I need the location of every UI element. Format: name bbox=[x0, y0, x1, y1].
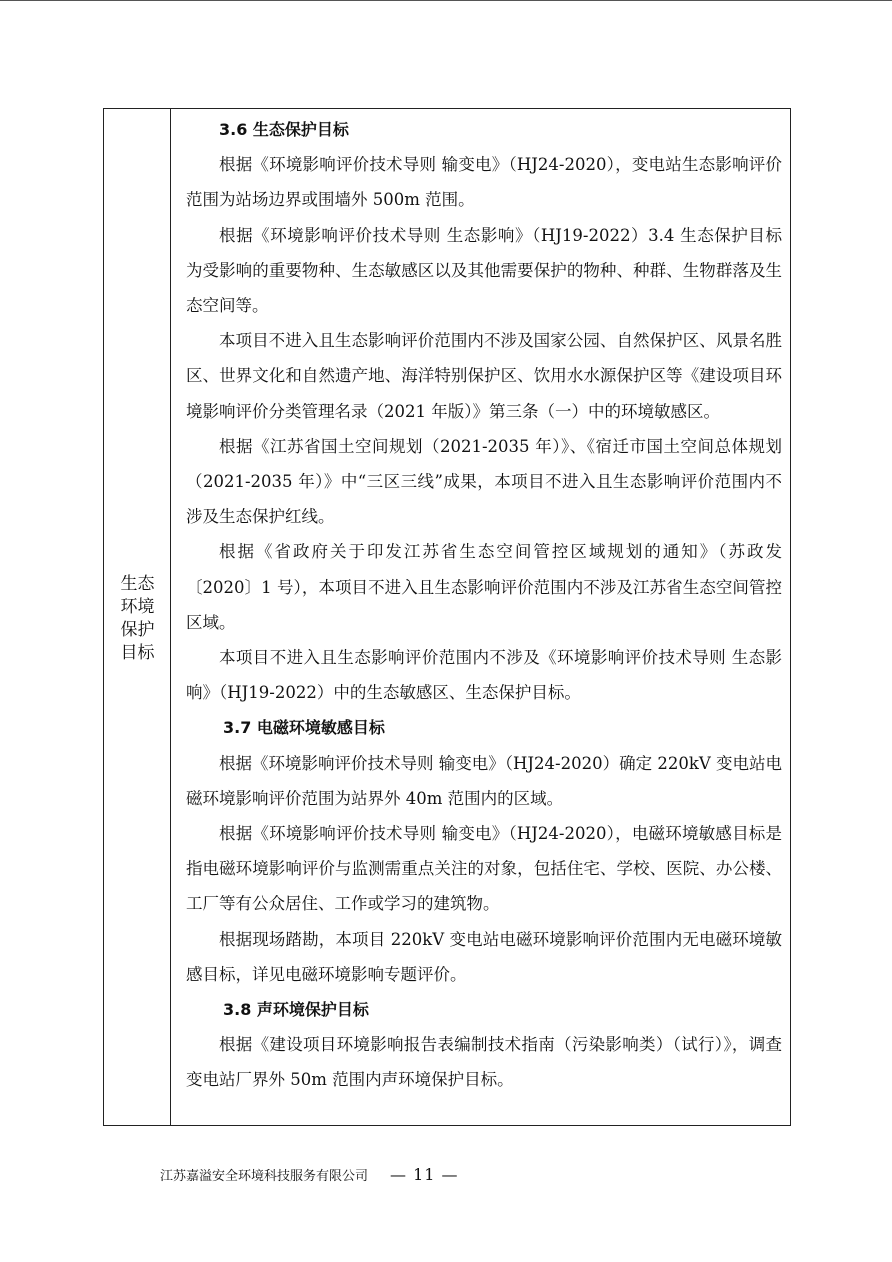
section-heading-3-8: 3.8 声环境保护目标 bbox=[223, 1000, 369, 1020]
row-label-line: 目标 bbox=[120, 643, 155, 663]
paragraph: 根据现场踏勘，本项目 220kV 变电站电磁环境影响评价范围内无电磁环境敏感目标，详见电磁环境影响专题评价。 bbox=[186, 929, 782, 984]
paragraph: 根据《建设项目环境影响报告表编制技术指南（污染影响类）（试行）》，调查变电站厂界外 50m 范围内声环境保护目标。 bbox=[186, 1035, 782, 1090]
document-table bbox=[103, 108, 791, 1126]
paragraph: 根据《环境影响评价技术导则 输变电》（HJ24-2020）确定 220kV 变电站电磁环境影响评价范围为站界外 40m 范围内的区域。 bbox=[186, 753, 782, 808]
row-label-line: 生态 bbox=[120, 574, 155, 594]
page-footer bbox=[160, 1165, 459, 1184]
page-number: — 11 — bbox=[390, 1165, 459, 1184]
section-heading-3-7: 3.7 电磁环境敏感目标 bbox=[223, 718, 385, 738]
row-label-line: 环境 bbox=[120, 597, 155, 617]
footer-company-name: 江苏嘉溢安全环境科技服务有限公司 bbox=[160, 1169, 369, 1184]
top-border-line bbox=[0, 0, 892, 1]
paragraph: 根据《省政府关于印发江苏省生态空间管控区域规划的通知》（苏政发〔2020〕1 号），本项目不进入且生态影响评价范围内不涉及江苏省生态空间管控区域。 bbox=[186, 542, 782, 632]
row-label bbox=[104, 573, 171, 665]
row-label-line: 保护 bbox=[120, 620, 155, 640]
paragraph: 根据《江苏省国土空间规划（2021-2035 年）》、《宿迁市国土空间总体规划（2021-2035 年）》中“三区三线”成果，本项目不进入且生态影响评价范围内不涉及生态保护红线。 bbox=[186, 436, 782, 527]
paragraph: 本项目不进入且生态影响评价范围内不涉及《环境影响评价技术导则 生态影响》（HJ19-2022）中的生态敏感区、生态保护目标。 bbox=[186, 648, 782, 703]
paragraph: 根据《环境影响评价技术导则 输变电》（HJ24-2020），变电站生态影响评价范围为站场边界或围墙外 500m 范围。 bbox=[186, 155, 782, 210]
paragraph: 根据《环境影响评价技术导则 生态影响》（HJ19-2022）3.4 生态保护目标为受影响的重要物种、生态敏感区以及其他需要保护的物种、种群、生物群落及生态空间等。 bbox=[186, 225, 782, 316]
paragraph: 根据《环境影响评价技术导则 输变电》（HJ24-2020），电磁环境敏感目标是指电磁环境影响评价与监测需重点关注的对象，包括住宅、学校、医院、办公楼、工厂等有公众居住、工作或学习的建筑物。 bbox=[186, 824, 782, 914]
row-label-cell bbox=[104, 109, 171, 1125]
section-heading-3-6: 3.6 生态保护目标 bbox=[219, 120, 349, 139]
content-cell bbox=[186, 112, 782, 1098]
paragraph: 本项目不进入且生态影响评价范围内不涉及国家公园、自然保护区、风景名胜区、世界文化和自然遗产地、海洋特别保护区、饮用水水源保护区等《建设项目环境影响评价分类管理名录（2021 年版）》第三条（一）中的环境敏感区。 bbox=[186, 331, 782, 421]
